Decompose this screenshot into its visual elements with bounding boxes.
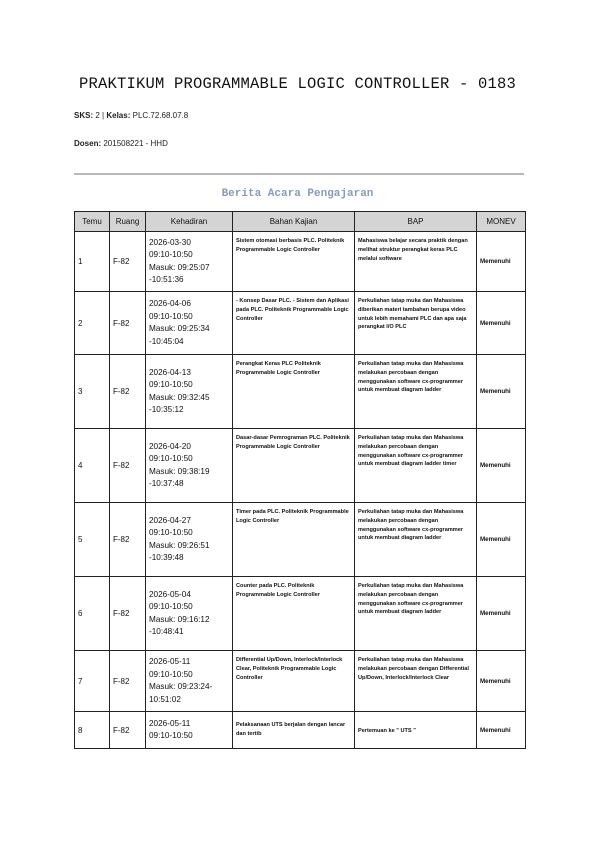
lecturer-info-line	[74, 139, 168, 148]
cell-kehadiran	[146, 503, 233, 577]
table-row	[75, 355, 526, 429]
attendance-date: 2026-04-06	[149, 299, 191, 308]
cell-temu: 3	[75, 355, 110, 429]
attendance-checkout: -10:39:48	[149, 553, 184, 562]
cell-bahan-kajian: Counter pada PLC. Politeknik Programmable Logic Controller	[233, 577, 355, 651]
cell-kehadiran	[146, 651, 233, 712]
cell-bap: Perkuliahan tatap muka dan Mahasiswa diberikan materi tambahan berupa video untuk lebih memahami PLC dan apa saja perangkat I/O PLC	[355, 292, 477, 355]
cell-temu: 8	[75, 712, 110, 749]
cell-bap: Perkuliahan tatap muka dan Mahasiswa melakukan percobaan dengan menggunakan software cx-programmer untuk membuat diagram ladder	[355, 355, 477, 429]
table-row	[75, 712, 526, 749]
attendance-checkout: -10:51:36	[149, 275, 184, 284]
cell-bahan-kajian: Perangkat Keras PLC Politeknik Programmable Logic Controller	[233, 355, 355, 429]
attendance-schedule: 09:10-10:50	[149, 669, 193, 679]
header-bahan-kajian: Bahan Kajian	[233, 212, 355, 232]
header-bap: BAP	[355, 212, 477, 232]
attendance-date: 2026-03-30	[149, 237, 191, 247]
attendance-checkout: 10:51:02	[149, 694, 181, 704]
attendance-checkin: Masuk: 09:32:45	[149, 392, 210, 402]
info-separator: |	[102, 111, 105, 120]
attendance-checkin: Masuk: 09:23:24-	[149, 682, 213, 691]
attendance-schedule: 09:10-10:50	[149, 528, 193, 537]
attendance-checkin: Masuk: 09:25:34	[149, 324, 210, 333]
attendance-schedule: 09:10-10:50	[149, 380, 193, 389]
header-kehadiran: Kehadiran	[146, 212, 233, 232]
cell-ruang: F-82	[110, 292, 146, 355]
cell-bahan-kajian: Sistem otomasi berbasis PLC. Politeknik Programmable Logic Controller	[233, 232, 355, 292]
kelas-value: PLC.72.68.07.8	[132, 111, 189, 120]
cell-bahan-kajian: - Konsep Dasar PLC. - Sistem dan Aplikasi pada PLC. Politeknik Programmable Logic Controller	[233, 292, 355, 355]
attendance-date: 2026-05-11	[149, 657, 191, 666]
cell-monev: Memenuhi	[477, 232, 526, 292]
cell-temu: 1	[75, 232, 110, 292]
table-header-row	[75, 212, 526, 232]
attendance-date: 2026-05-11	[149, 718, 191, 728]
cell-monev: Memenuhi	[477, 429, 526, 503]
cell-bahan-kajian: Timer pada PLC. Politeknik Programmable Logic Controller	[233, 503, 355, 577]
attendance-checkin: Masuk: 09:16:12	[149, 614, 210, 624]
attendance-date: 2026-04-27	[149, 515, 191, 525]
attendance-checkin: Masuk: 09:25:07	[149, 262, 210, 272]
cell-temu: 7	[75, 651, 110, 712]
class-info-line	[74, 111, 188, 120]
cell-kehadiran	[146, 292, 233, 355]
teaching-report-table	[74, 211, 526, 749]
cell-monev: Memenuhi	[477, 651, 526, 712]
attendance-schedule: 09:10-10:50	[149, 250, 193, 259]
cell-monev: Memenuhi	[477, 503, 526, 577]
cell-temu: 2	[75, 292, 110, 355]
attendance-date: 2026-05-04	[149, 589, 191, 599]
table-row	[75, 503, 526, 577]
attendance-checkout: -10:37:48	[149, 479, 184, 488]
cell-kehadiran	[146, 232, 233, 292]
cell-ruang: F-82	[110, 712, 146, 749]
section-divider	[74, 173, 524, 175]
page-title: PRAKTIKUM PROGRAMMABLE LOGIC CONTROLLER - 0183	[78, 75, 517, 93]
table-row	[75, 232, 526, 292]
cell-bap: Perkuliahan tatap muka dan Mahasiswa melakukan percobaan dengan menggunakan software cx-programmer untuk membuat diagram ladder	[355, 577, 477, 651]
cell-temu: 5	[75, 503, 110, 577]
cell-temu: 6	[75, 577, 110, 651]
cell-temu: 4	[75, 429, 110, 503]
cell-ruang: F-82	[110, 577, 146, 651]
cell-monev: Memenuhi	[477, 577, 526, 651]
kelas-label: Kelas:	[106, 111, 131, 120]
table-row	[75, 292, 526, 355]
attendance-checkin: Masuk: 09:38:19	[149, 466, 210, 476]
header-monev: MONEV	[477, 212, 526, 232]
attendance-schedule: 09:10-10:50	[149, 602, 193, 611]
sks-label: SKS:	[74, 111, 94, 120]
cell-bap: Perkuliahan tatap muka dan Mahasiswa melakukan percobaan dengan menggunakan software cx-programmer untuk membuat diagram ladder timer	[355, 429, 477, 503]
dosen-value: 201508221 - HHD	[103, 139, 168, 148]
header-temu: Temu	[75, 212, 110, 232]
cell-ruang: F-82	[110, 355, 146, 429]
cell-bahan-kajian: Dasar-dasar Pemrograman PLC. Politeknik Programmable Logic Controller	[233, 429, 355, 503]
cell-bap: Perkuliahan tatap muka dan Mahasiswa melakukan percobaan dengan Differential Up/Down, Interlock/Interlock Clear	[355, 651, 477, 712]
table-row	[75, 651, 526, 712]
cell-kehadiran	[146, 712, 233, 749]
attendance-checkout: -10:35:12	[149, 405, 184, 414]
cell-bap: Perkuliahan tatap muka dan Mahasiswa melakukan percobaan dengan menggunakan software cx-programmer untuk membuat diagram ladder	[355, 503, 477, 577]
attendance-schedule: 09:10-10:50	[149, 311, 193, 321]
cell-bap: Mahasiswa belajar secara praktik dengan melihat struktur perangkat keras PLC melalui software	[355, 232, 477, 292]
attendance-date: 2026-04-20	[149, 441, 191, 451]
cell-monev: Memenuhi	[477, 712, 526, 749]
section-title: Berita Acara Pengajaran	[221, 188, 374, 200]
cell-kehadiran	[146, 429, 233, 503]
table-row	[75, 577, 526, 651]
cell-monev: Memenuhi	[477, 355, 526, 429]
cell-bap: Pertemuan ke " UTS "	[355, 712, 477, 749]
attendance-checkout: -10:48:41	[149, 627, 184, 636]
cell-bahan-kajian: Pelaksanaan UTS berjalan dengan lancar dan tertib	[233, 712, 355, 749]
attendance-date: 2026-04-13	[149, 367, 191, 377]
cell-kehadiran	[146, 577, 233, 651]
table-row	[75, 429, 526, 503]
header-ruang: Ruang	[110, 212, 146, 232]
cell-kehadiran	[146, 355, 233, 429]
attendance-schedule: 09:10-10:50	[149, 454, 193, 463]
cell-monev: Memenuhi	[477, 292, 526, 355]
attendance-checkout: -10:45:04	[149, 336, 184, 346]
sks-value: 2	[95, 111, 100, 120]
cell-bahan-kajian: Differential Up/Down, Interlock/Interlock Clear, Politeknik Programmable Logic Controller	[233, 651, 355, 712]
cell-ruang: F-82	[110, 503, 146, 577]
attendance-checkin: Masuk: 09:26:51	[149, 540, 210, 550]
dosen-label: Dosen:	[74, 139, 102, 148]
cell-ruang: F-82	[110, 232, 146, 292]
cell-ruang: F-82	[110, 429, 146, 503]
attendance-schedule: 09:10-10:50	[149, 731, 193, 740]
cell-ruang: F-82	[110, 651, 146, 712]
